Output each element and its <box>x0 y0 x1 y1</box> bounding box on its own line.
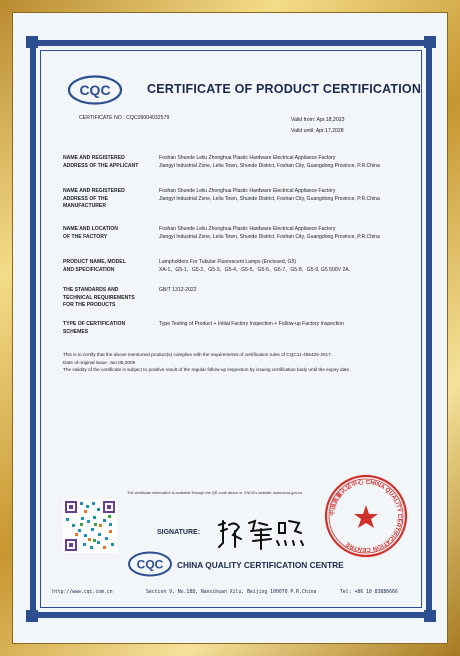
footer-tel: Tel: +86 10 83886666 <box>340 590 398 595</box>
statement-validity: The validity of the certificate is subject to positive result of the regular follow-up inspection by issuing certification body until the expiry date. <box>63 367 351 372</box>
footer-website: http://www.cqc.com.cn <box>52 590 113 595</box>
centre-name: CHINA QUALITY CERTIFICATION CENTRE <box>177 560 344 570</box>
qr-note: The certificate information is available through the QR code above or CNCA's website: www.cnca.gov.cn <box>127 491 303 495</box>
certificate-content <box>57 59 422 605</box>
row-value: Foshan Shunde Leliu Zhonghua Plastic Hardware Electrical Appliance Factory Jiangyi Industrial Zone, Leliu Town, Shunde District, Foshan City, Guangdong Province, P.R.China <box>159 155 380 169</box>
certification-statement <box>63 351 409 374</box>
qr-code-icon <box>63 499 117 553</box>
cqc-logo-icon <box>67 75 123 105</box>
corner-ornament <box>26 610 38 622</box>
statement-compliance: This is to certify that the above mentioned product(s) complies with the requirements of certification rules of CQC11-465425-2017. <box>63 352 333 357</box>
row-label: TYPE OF CERTIFICATION SCHEMES <box>63 321 126 335</box>
validity-dates <box>291 115 345 137</box>
row-label: NAME AND REGISTERED ADDRESS OF THE APPLICANT <box>63 155 139 169</box>
row-value: Type Testing of Product + Initial Factory Inspection + Follow-up Factory Inspection <box>159 321 344 327</box>
row-label: PRODUCT NAME, MODEL AND SPECIFICATION <box>63 259 126 273</box>
row-value: Foshan Shunde Leliu Zhonghua Plastic Hardware Electrical Appliance Factory Jiangyi Industrial Zone, Leliu Town, Shunde District, Foshan City, Guangdong Province, P.R.China <box>159 188 380 202</box>
row-label: NAME AND REGISTERED ADDRESS OF THE MANUFACTURER <box>63 188 125 209</box>
corner-ornament <box>424 610 436 622</box>
centre-logo-text: CQC <box>136 557 164 572</box>
handwritten-signature <box>215 517 315 551</box>
row-value: Foshan Shunde Leliu Zhonghua Plastic Hardware Electrical Appliance Factory Jiangyi Industrial Zone, Leliu Town, Shunde District, Foshan City, Guangdong Province, P.R.China <box>159 226 380 240</box>
certificate-paper <box>12 12 448 644</box>
statement-issue-date: Date of original issue: Jun.05,2009 <box>63 359 136 365</box>
certificate-number: CERTIFICATE NO.: CQC09004032579 <box>79 115 170 121</box>
row-value: Lampholders For Tubular Fluorescent Lamps (Enclosed, G5) XA-1、G5-1、G5-2、G5-3、G5-4、G5-5、G5-6、G5-7、G5-8、G5-9, G5 500V 2A. <box>159 259 351 273</box>
signature-label: SIGNATURE: <box>157 529 201 536</box>
valid-until: Valid until: Apr.17,2028 <box>291 128 344 134</box>
certificate-header <box>57 75 422 105</box>
certificate-title: CERTIFICATE OF PRODUCT CERTIFICATION <box>147 82 422 96</box>
cqc-logo-text: CQC <box>79 82 111 98</box>
valid-from: Valid from: Apr.18,2023 <box>291 117 345 123</box>
row-label: NAME AND LOCATION OF THE FACTORY <box>63 226 118 240</box>
corner-ornament <box>26 36 38 48</box>
footer-address: Section 9, No.188, Nansihuan Xilu, Beijing 100070 P.R.China <box>146 590 317 595</box>
seal-star-icon <box>354 505 378 528</box>
certificate-footer <box>40 586 422 600</box>
row-label: THE STANDARDS AND TECHNICAL REQUIREMENTS FOR THE PRODUCTS <box>63 287 135 308</box>
seal-outer-text: 中国质量认证中心 CHINA QUALITY CERTIFICATION CENTRE <box>329 479 403 553</box>
corner-ornament <box>424 36 436 48</box>
official-seal-stamp <box>323 473 409 559</box>
centre-cqc-logo-icon <box>127 551 173 577</box>
row-value: GB/T 1312-2022 <box>159 287 197 293</box>
